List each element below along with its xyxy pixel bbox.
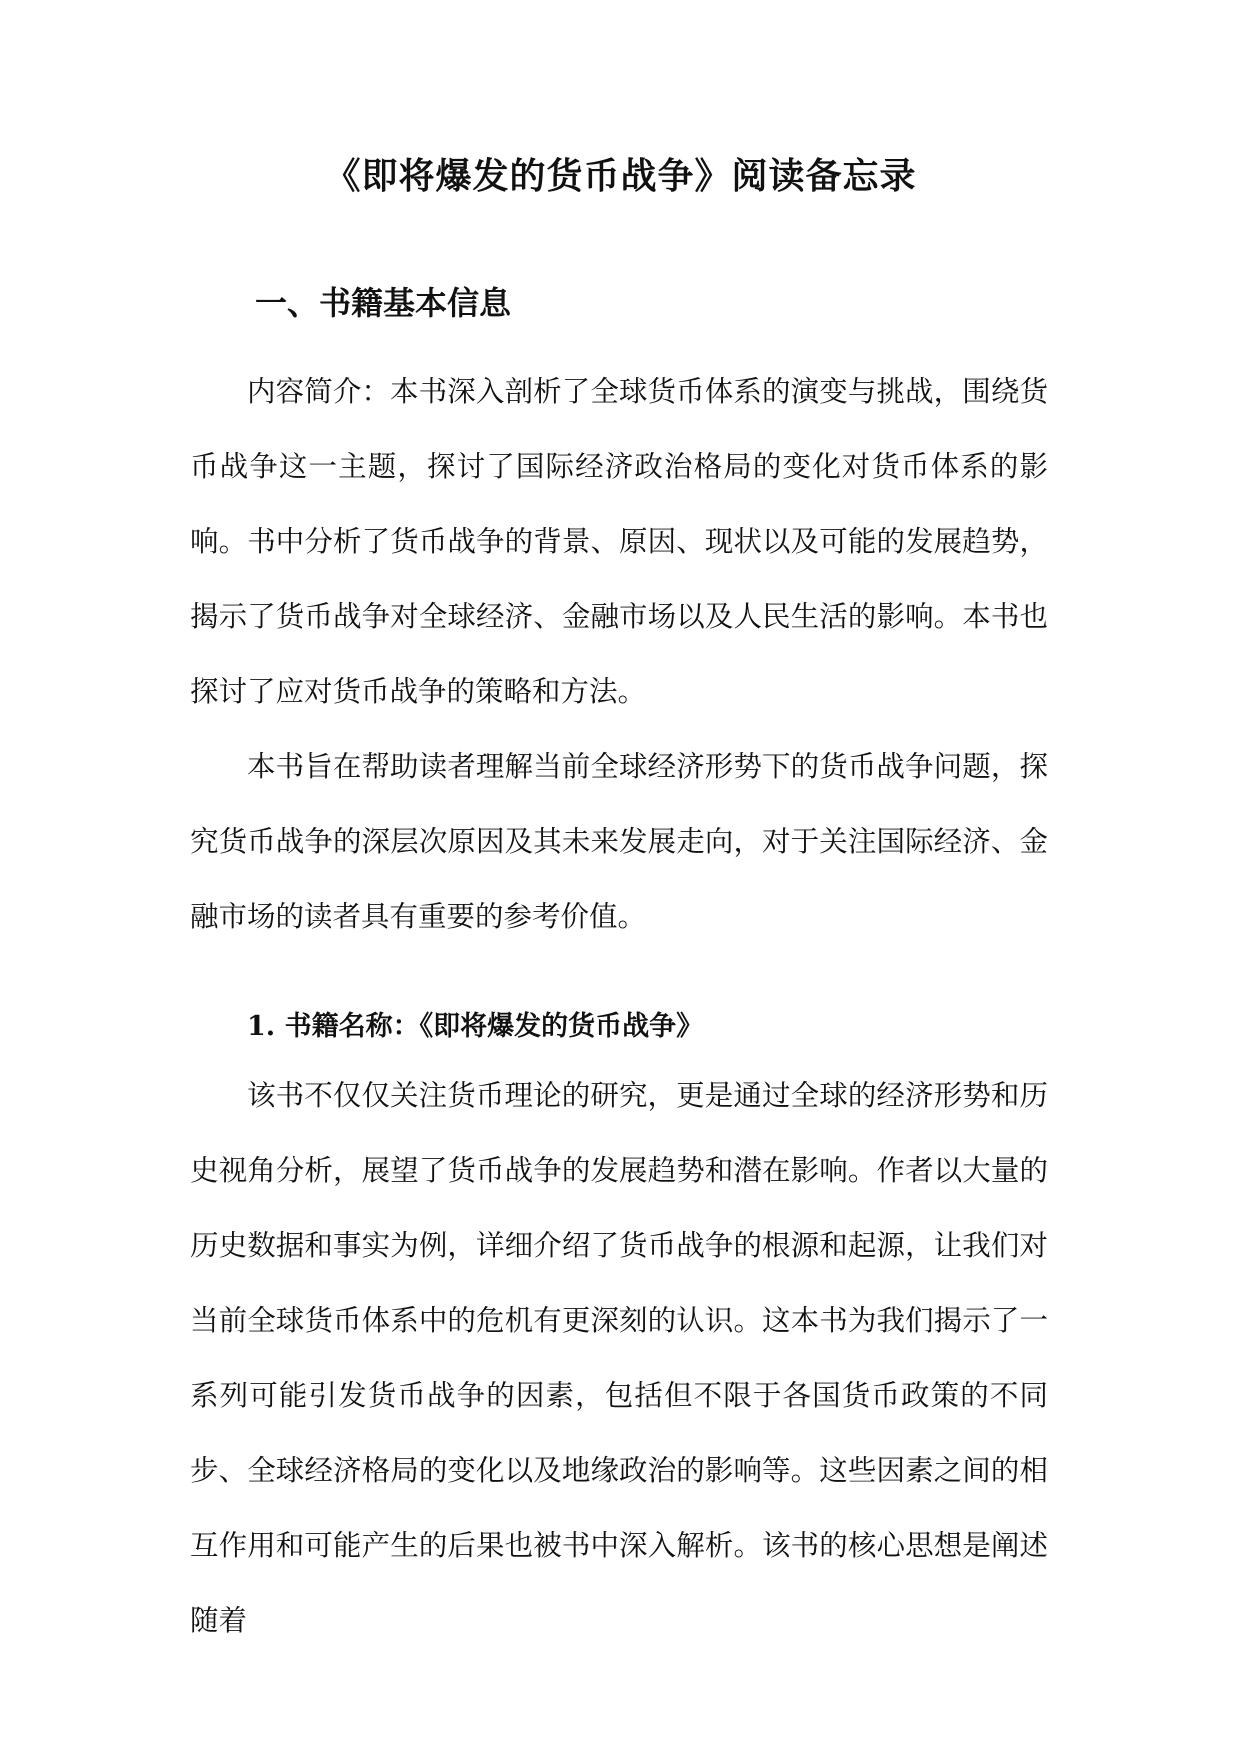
paragraph-book-purpose: 本书旨在帮助读者理解当前全球经济形势下的货币战争问题，探究货币战争的深层次原因及其未来发展走向，对于关注国际经济、金融市场的读者具有重要的参考价值。 [190,750,1048,933]
paragraph-book-analysis: 该书不仅仅关注货币理论的研究，更是通过全球的经济形势和历史视角分析，展望了货币战争的发展趋势和潜在影响。作者以大量的历史数据和事实为例，详细介绍了货币战争的根源和起源，让我们对当前全球货币体系中的危机有更深刻的认识。这本书为我们揭示了一系列可能引发货币战争的因素，包括但不限于各国货币政策的不同步、全球经济格局的变化以及地缘政治的影响等。这些因素之间的相互作用和可能产生的后果也被书中深入解析。该书的核心思想是阐述随着 [190,1079,1048,1637]
paragraph-content-summary: 内容简介：本书深入剖析了全球货币体系的演变与挑战，围绕货币战争这一主题，探讨了国际经济政治格局的变化对货币体系的影响。书中分析了货币战争的背景、原因、现状以及可能的发展趋势，揭示了货币战争对全球经济、金融市场以及人民生活的影响。本书也探讨了应对货币战争的策略和方法。 [190,375,1048,708]
subsection-heading-book-name: 1. 书籍名称：《即将爆发的货币战争》 [247,1011,704,1042]
document-title: 《即将爆发的货币战争》阅读备忘录 [324,155,917,197]
section-heading-basic-info: 一、书籍基本信息 [255,284,512,322]
